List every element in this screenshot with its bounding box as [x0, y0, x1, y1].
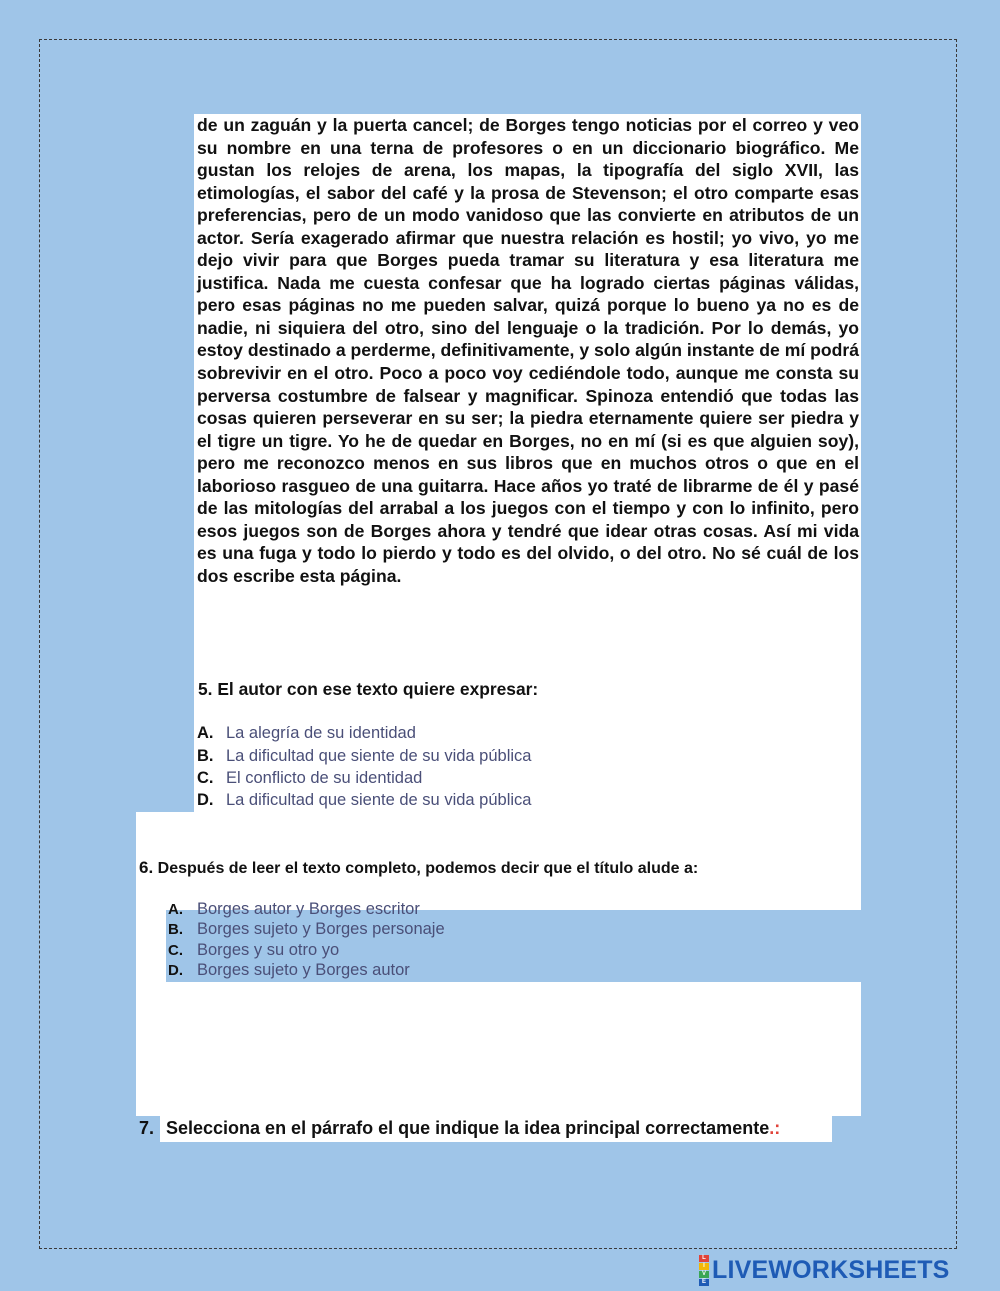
question-7-title — [139, 1118, 780, 1139]
blank-panel — [136, 982, 861, 1116]
liveworksheets-logo — [699, 1254, 950, 1286]
logo-letter: I — [699, 1263, 709, 1270]
option-letter: A. — [168, 901, 183, 918]
q5-option-c[interactable] — [197, 769, 422, 788]
q6-option-d[interactable] — [168, 961, 410, 980]
option-text: Borges sujeto y Borges personaje — [197, 920, 445, 938]
margin-panel — [136, 900, 166, 982]
option-letter: C. — [168, 942, 183, 959]
q6-option-c[interactable] — [168, 941, 339, 960]
option-letter: B. — [197, 747, 214, 765]
reading-passage: de un zaguán y la puerta cancel; de Borges tengo noticias por el correo y veo su nombre en una terna de profesores o en un diccionario biográfico. Me gustan los relojes de arena, los mapas, la tipografía del siglo XVII, las etimologías, el sabor del café y la prosa de Stevenson; el otro comparte esas preferencias, pero de un modo vanidoso que las convierte en atributos de un actor. Sería exagerado afirmar que nuestra relación es hostil; yo vivo, yo me dejo vivir para que Borges pueda tramar su literatura y esa literatura me justifica. Nada me cuesta confesar que ha logrado ciertas páginas válidas, pero esas páginas no me pueden salvar, quizá porque lo bueno ya no es de nadie, ni siquiera del otro, sino del lenguaje o la tradición. Por lo demás, yo estoy destinado a perderme, definitivamente, y solo algún instante de mí podrá sobrevivir en el otro. Poco a poco voy cediéndole todo, aunque me consta su perversa costumbre de falsear y magnificar. Spinoza entendió que todas las cosas quieren perseverar en su ser; la piedra eternamente quiere ser piedra y el tigre un tigre. Yo he de quedar en Borges, no en mí (si es que alguien soy), pero me reconozco menos en sus libros que en muchos otros o que en el laborioso rasgueo de una guitarra. Hace años yo traté de librarme de él y pasé de las mitologías del arrabal a los juegos con el tiempo y con lo infinito, pero esos juegos son de Borges ahora y tendré que idear otras cosas. Así mi vida es una fuga y todo lo pierdo y todo es del olvido, o del otro. No sé cuál de los dos escribe esta página. — [197, 115, 859, 586]
q6-option-b[interactable] — [168, 920, 445, 939]
q5-option-a[interactable] — [197, 724, 416, 743]
q6-option-a[interactable] — [168, 900, 420, 919]
question-7-text: Selecciona en el párrafo el que indique la idea principal correctamente — [166, 1118, 770, 1138]
question-6-title — [139, 858, 698, 878]
option-text: La dificultad que siente de su vida pública — [226, 791, 532, 809]
question-5-title: 5. El autor con ese texto quiere expresar: — [198, 679, 539, 699]
option-text: La dificultad que siente de su vida pública — [226, 747, 532, 765]
option-text: El conflicto de su identidad — [226, 769, 423, 787]
question-7-suffix: .: — [769, 1118, 781, 1138]
question-6-number: 6. — [139, 858, 154, 877]
option-letter: B. — [168, 921, 183, 938]
option-letter: C. — [197, 769, 214, 787]
question-7-number: 7. — [139, 1118, 155, 1138]
question-6-text: Después de leer el texto completo, podemos decir que el título alude a: — [157, 860, 699, 877]
option-text: La alegría de su identidad — [226, 724, 416, 742]
option-text: Borges sujeto y Borges autor — [197, 961, 410, 979]
logo-mark-icon — [699, 1255, 709, 1286]
logo-letter: E — [699, 1279, 709, 1286]
q5-option-b[interactable] — [197, 747, 531, 766]
logo-text: LIVEWORKSHEETS — [712, 1255, 950, 1284]
option-letter: D. — [168, 962, 183, 979]
option-text: Borges y su otro yo — [197, 941, 340, 959]
logo-letter: L — [699, 1255, 709, 1262]
option-letter: A. — [197, 724, 214, 742]
logo-letter: V — [699, 1271, 709, 1278]
option-letter: D. — [197, 791, 214, 809]
q5-option-d[interactable] — [197, 791, 531, 810]
option-text: Borges autor y Borges escritor — [197, 900, 420, 918]
